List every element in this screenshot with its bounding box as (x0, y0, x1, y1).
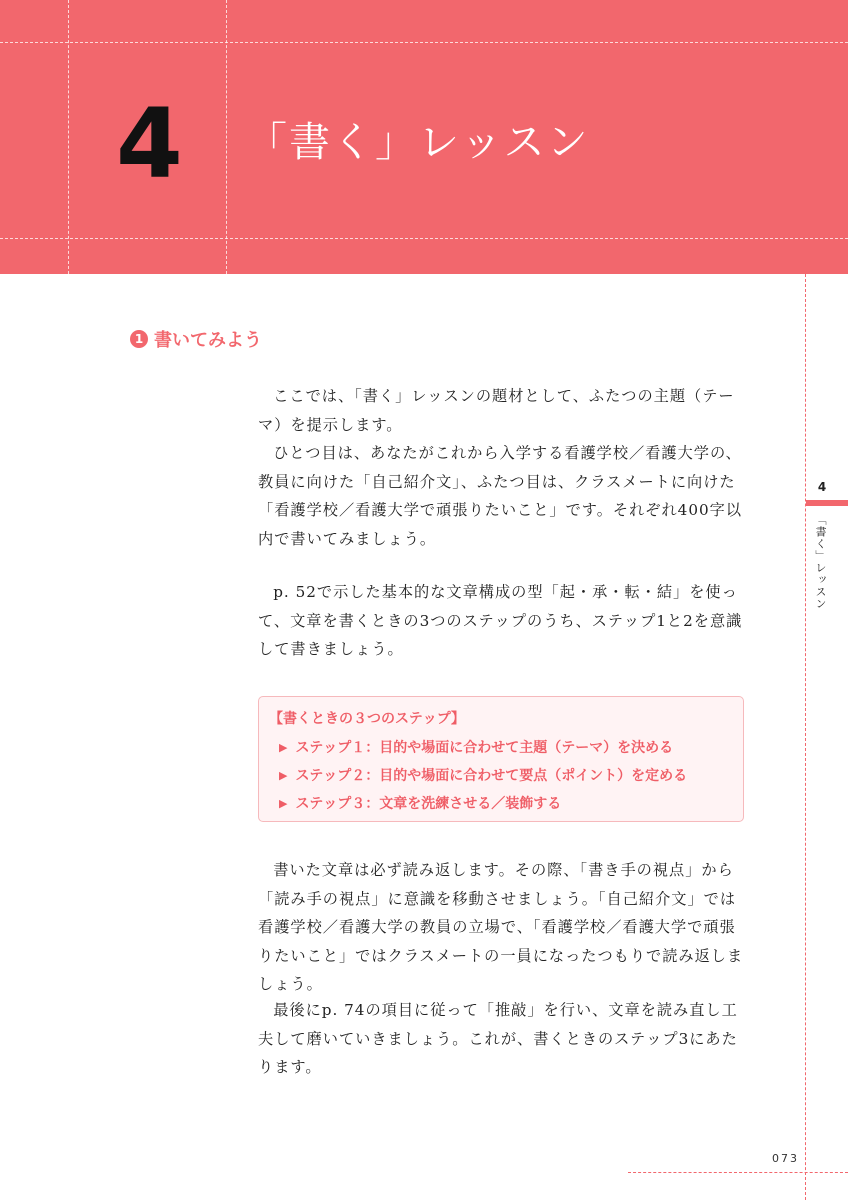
guide-line (68, 0, 69, 274)
paragraph: 書いた文章は必ず読み返します。その際、「書き手の視点」から「読み手の視点」に意識を移動させましょう。「自己紹介文」では看護学校／看護大学の教員の立場で、「看護学校／看護大学で頑張りたいこと」ではクラスメートの一員になったつもりで読み返しましょう。 (258, 861, 744, 993)
structure-text (258, 578, 748, 664)
side-tab-bar (806, 500, 848, 506)
closing-text (258, 996, 748, 1082)
section-heading (130, 326, 262, 352)
side-guide-line (805, 274, 806, 1200)
step-label: ステップ３：文章を洗練させる／装飾する (295, 796, 562, 812)
paragraph: p. 52で示した基本的な文章構成の型「起・承・転・結」を使って、文章を書くときの3つのステップのうち、ステップ1と2を意識して書きましょう。 (258, 583, 743, 658)
paragraph: 最後にp. 74の項目に従って「推敲」を行い、文章を読み直し工夫して磨いていきましょう。これが、書くときのステップ3にあたります。 (258, 1001, 738, 1076)
paragraph: ひとつ目は、あなたがこれから入学する看護学校／看護大学の、教員に向けた「自己紹介文」、ふたつ目は、クラスメートに向けた「看護学校／看護大学で頑張りたいこと」です。それぞれ400字以内で書いてみましょう。 (258, 444, 743, 548)
triangle-bullet-icon: ▶ (279, 740, 288, 754)
step-item (279, 765, 687, 785)
section-number-badge: 1 (130, 330, 148, 348)
chapter-title: 「書く」レッスン (246, 118, 590, 166)
step-label: ステップ１：目的や場面に合わせて主題（テーマ）を決める (295, 740, 674, 756)
intro-text (258, 382, 748, 553)
guide-line (226, 0, 227, 274)
chapter-number: 4 (116, 88, 183, 200)
page-number: 073 (772, 1152, 799, 1165)
triangle-bullet-icon: ▶ (279, 796, 288, 810)
step-item (279, 793, 561, 813)
guide-line (0, 42, 848, 43)
paragraph: ここでは、「書く」レッスンの題材として、ふたつの主題（テーマ）を提示します。 (258, 387, 735, 434)
step-label: ステップ２：目的や場面に合わせて要点（ポイント）を定める (295, 768, 688, 784)
section-title: 書いてみよう (154, 330, 262, 351)
chapter-header (0, 0, 848, 274)
step-item (279, 737, 673, 757)
review-text (258, 856, 748, 999)
side-tab-number: 4 (817, 480, 827, 494)
triangle-bullet-icon: ▶ (279, 768, 288, 782)
steps-box-title: 【書くときの３つのステップ】 (269, 711, 465, 727)
footer-guide-line (628, 1172, 848, 1173)
steps-box (258, 696, 744, 822)
guide-line (0, 238, 848, 239)
side-tab-label: 「書く」レッスン (814, 514, 827, 610)
